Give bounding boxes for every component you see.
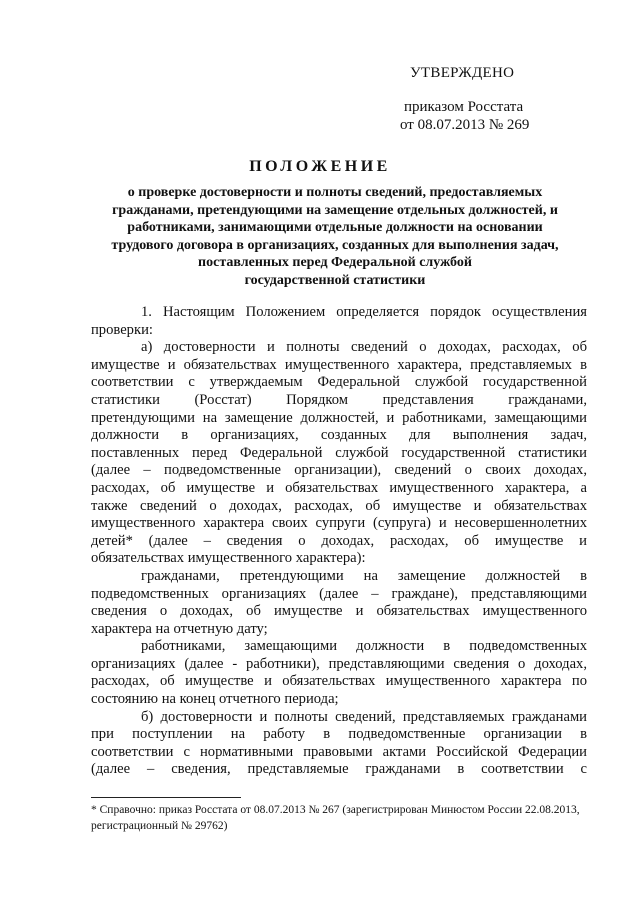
body-line: проверки:	[91, 321, 153, 338]
body-line: характера на отчетную дату;	[91, 620, 268, 637]
approval-heading: УТВЕРЖДЕНО	[410, 65, 515, 81]
body-line: (далее – подведомственные организации), сведений о своих доходах,	[91, 462, 587, 479]
subtitle-line: гражданами, претендующими на замещение отдельных должностей, и	[112, 202, 558, 218]
body-line: расходах, об имуществе и обязательствах имущественного характера по	[91, 673, 587, 690]
body-line: соответствии с нормативными правовыми актами Российской Федерации	[91, 743, 587, 760]
approval-date: от 08.07.2013 № 269	[400, 117, 530, 133]
body-line: работниками, замещающими должности в подведомственных	[141, 638, 587, 655]
subtitle-line: поставленных перед Федеральной службой	[198, 255, 472, 270]
footnote	[91, 803, 591, 834]
body-line: расходах, об имуществе и обязательствах имущественного характера, а	[91, 479, 587, 496]
body-line: подведомственных организациях (далее – граждане), представляющими	[91, 585, 587, 602]
document-body	[91, 304, 587, 779]
approval-order: приказом Росстата	[404, 99, 524, 115]
body-line: статистики (Росстат) Порядком представления гражданами,	[91, 391, 587, 408]
subtitle-line: работниками, занимающими отдельные должности на основании	[127, 220, 543, 235]
body-line: (далее – сведения, представляемые гражданами в соответствии с	[91, 761, 587, 778]
footnote-line: регистрационный № 29762)	[91, 819, 228, 832]
subtitle-line: о проверке достоверности и полноты сведений, предоставляемых	[127, 185, 543, 200]
body-line: б) достоверности и полноты сведений, представляемых гражданами	[141, 708, 587, 725]
subtitle-line: государственной статистики	[244, 272, 426, 288]
document-title: ПОЛОЖЕНИЕ	[249, 158, 391, 175]
body-line: имуществе и обязательствах имущественного характера, представляемых в	[91, 356, 587, 373]
body-line: претендующими на замещение должностей, и работниками, замещающими	[91, 409, 587, 426]
body-line: детей* (далее – сведения о доходах, расходах, об имуществе и	[91, 532, 587, 549]
body-line: поставленных перед Федеральной службой государственной статистики	[91, 444, 587, 461]
footnote-line: * Справочно: приказ Росстата от 08.07.2013 № 267 (зарегистрирован Минюстом России 22.08.2013,	[91, 804, 580, 816]
document-subtitle	[100, 184, 570, 289]
body-line: при поступлении на работу в подведомственные организации в	[91, 726, 587, 743]
subtitle-line: трудового договора в организациях, созданных для выполнения задач,	[111, 237, 559, 253]
body-line: обязательствах имущественного характера):	[91, 550, 366, 567]
body-line: также сведений о доходах, расходах, об имуществе и обязательствах	[91, 497, 587, 514]
body-line: соответствии с утверждаемым Федеральной службой государственной	[91, 374, 587, 391]
body-line: сведения о доходах, об имуществе и обязательствах имущественного	[91, 603, 587, 620]
body-line: состоянию на конец отчетного периода;	[91, 691, 339, 708]
body-line: организациях (далее - работники), представляющими сведения о доходах,	[91, 655, 587, 672]
footnote-separator	[91, 797, 241, 798]
body-line: гражданами, претендующими на замещение должностей в	[141, 567, 587, 584]
body-line: 1. Настоящим Положением определяется порядок осуществления	[141, 304, 587, 320]
body-line: имущественного характера своих супруги (супруга) и несовершеннолетних	[91, 515, 587, 532]
body-line: должности в организациях, созданных для выполнения задач,	[91, 427, 587, 444]
body-line: а) достоверности и полноты сведений о доходах, расходах, об	[141, 339, 587, 356]
